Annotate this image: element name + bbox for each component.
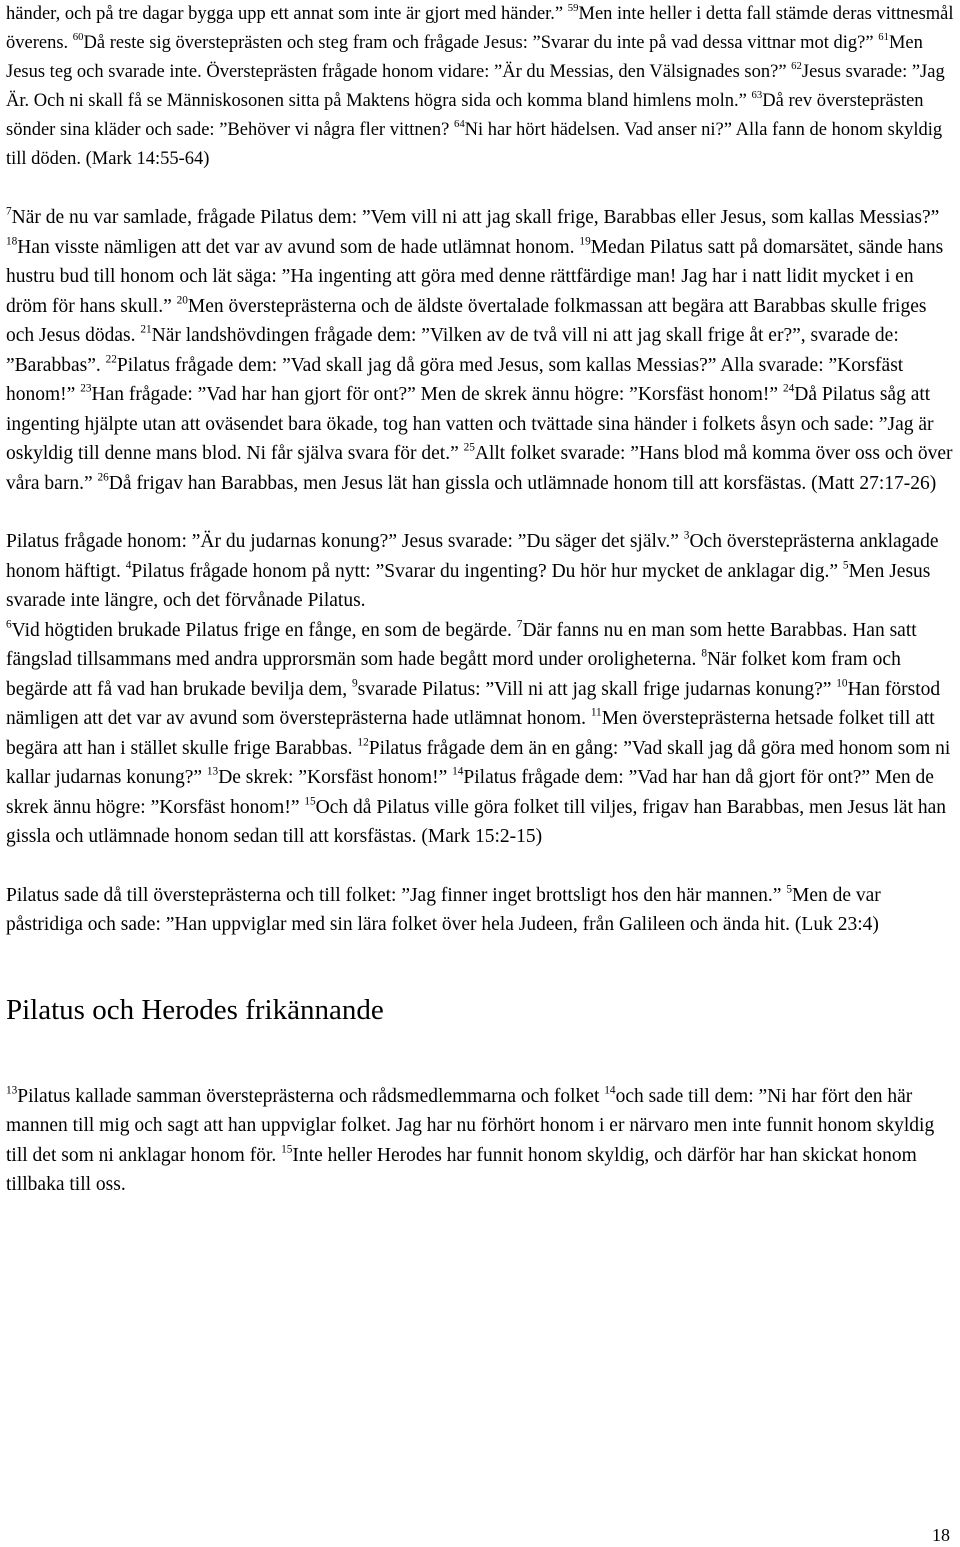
verse-segment xyxy=(72,30,879,53)
verse-number: 15 xyxy=(304,795,316,808)
verse-text: Jesus svarade: ”Jag Är. Och ni skall få se Människosonen sitta på Maktens högra sida och komma bland himlens moln.” xyxy=(6,62,945,111)
verse-text: Han förstod nämligen att det var av avund som översteprästerna hade utlämnat honom. xyxy=(6,678,941,729)
section-heading: Pilatus och Herodes frikännande xyxy=(6,993,384,1026)
passage-mark-14 xyxy=(6,0,954,174)
verse-text: Pilatus frågade honom på nytt: ”Svarar du ingenting? Du hör hur mycket de anklagar dig.” xyxy=(131,560,843,582)
verse-text: När folket kom fram och begärde att få vad han brukade bevilja dem, xyxy=(6,649,901,700)
verse-text: Medan Pilatus satt på domarsätet, sände hans hustru bud till honom och lät säga: ”Ha ingenting att göra med denne rättfärdige man! Jag har i natt lidit mycket i en dröm för hans skull.” xyxy=(6,236,944,317)
paragraph-gap xyxy=(6,174,954,203)
verse-number: 12 xyxy=(357,736,369,749)
verse-text: Och då Pilatus ville göra folket till viljes, frigav han Barabbas, men Jesus lät han gissla och utlämnade honom sedan till att korsfästas. (Mark 15:2-15) xyxy=(6,796,947,847)
verse-text: händer, och på tre dagar bygga upp ett annat som inte är gjort med händer.” xyxy=(6,4,568,24)
verse-number: 23 xyxy=(80,382,92,395)
verse-number: 14 xyxy=(604,1084,616,1097)
verse-segment xyxy=(207,767,452,788)
passage-luk-23-b xyxy=(6,1082,954,1200)
verse-number: 10 xyxy=(836,677,848,690)
verse-number: 63 xyxy=(751,88,763,101)
verse-text: Men översteprästerna och de äldste övertalade folkmassan att begära att Barabbas skulle friges och Jesus dödas. xyxy=(6,295,927,346)
verse-number: 19 xyxy=(579,235,591,248)
verse-segment xyxy=(6,237,579,258)
verse-number: 15 xyxy=(281,1143,293,1156)
verse-text: Pilatus frågade dem: ”Vad har han då gjort för ont?” Men de skrek ännu högre: ”Korsfäst honom!” xyxy=(6,767,934,818)
verse-text: och sade till dem: ”Ni har fört den här mannen till mig och sagt att han uppviglar folket. Jag har nu förhört honom i er närvaro men inte funnit honom skyldig till det som ni anklagar honom för. xyxy=(6,1085,935,1166)
verse-number: 7 xyxy=(6,205,12,218)
verse-text: Då frigav han Barabbas, men Jesus lät han gissla och utlämnade honom till att korsfästas. (Matt 27:17-26) xyxy=(108,472,937,494)
verse-number: 60 xyxy=(72,30,84,43)
verse-number: 18 xyxy=(6,235,18,248)
verse-text: De skrek: ”Korsfäst honom!” xyxy=(218,767,453,788)
verse-text: Han visste nämligen att det var av avund som de hade utlämnat honom. xyxy=(17,236,580,258)
verse-number: 4 xyxy=(125,559,132,572)
verse-number: 24 xyxy=(782,382,795,395)
verse-segment xyxy=(126,561,843,582)
verse-text: När landshövdingen frågade dem: ”Vilken av de två vill ni att jag skall frige åt er?”, svarade de: ”Barabbas”. xyxy=(6,325,899,376)
verse-text: Men Jesus svarade inte längre, och det förvånade Pilatus. xyxy=(6,560,931,611)
paragraph-gap xyxy=(6,852,954,881)
verse-segment xyxy=(352,679,836,700)
verse-text: Pilatus frågade honom: ”Är du judarnas konung?” Jesus svarade: ”Du säger det själv.” xyxy=(6,531,684,552)
verse-number: 21 xyxy=(140,323,152,336)
verse-text: Men Jesus teg och svarade inte. Översteprästen frågade honom vidare: ”Är du Messias, den Välsignades son?” xyxy=(6,33,923,82)
verse-segment xyxy=(6,1086,604,1107)
verse-number: 20 xyxy=(176,294,188,307)
verse-number: 59 xyxy=(567,1,579,14)
verse-number: 61 xyxy=(878,30,889,43)
verse-number: 9 xyxy=(351,677,358,690)
verse-number: 26 xyxy=(97,471,109,484)
verse-text: Allt folket svarade: ”Hans blod må komma över oss och över våra barn.” xyxy=(6,443,953,494)
verse-number: 64 xyxy=(453,117,465,130)
page-number: 18 xyxy=(932,1525,950,1545)
verse-text: Han frågade: ”Vad har han gjort för ont?” Men de skrek ännu högre: ”Korsfäst honom!” xyxy=(91,384,783,405)
verse-text: Men översteprästerna hetsade folket till att begära att han i stället skulle frige Barabbas. xyxy=(6,708,935,759)
verse-number: 22 xyxy=(105,353,117,366)
verse-number: 11 xyxy=(590,706,602,719)
verse-text: Pilatus frågade dem än en gång: ”Vad skall jag då göra med honom som ni kallar judarnas konung?” xyxy=(6,737,951,788)
verse-number: 5 xyxy=(842,559,849,572)
verse-number: 62 xyxy=(791,59,802,72)
verse-number: 5 xyxy=(786,883,792,896)
verse-text: Då rev översteprästen sönder sina kläder och sade: ”Behöver vi några fler vittnen? xyxy=(6,91,924,140)
verse-number: 25 xyxy=(463,441,475,454)
verse-segment xyxy=(6,531,684,552)
verse-number: 6 xyxy=(6,618,12,631)
paragraph-gap xyxy=(6,1028,954,1082)
verse-segment xyxy=(6,620,517,641)
passage-matt-27 xyxy=(6,203,954,498)
verse-text: Men de var påstridiga och sade: ”Han uppviglar med sin lära folket över hela Judeen, från Galileen och ända hit. (Luk 23:4) xyxy=(6,884,881,935)
passage-mark-15-intro xyxy=(6,527,954,616)
verse-number: 3 xyxy=(683,529,690,542)
verse-text: Då reste sig översteprästen och steg fram och frågade Jesus: ”Svarar du inte på vad dessa vittnar mot dig?” xyxy=(83,33,879,53)
paragraph-gap xyxy=(6,498,954,527)
verse-segment xyxy=(97,473,936,494)
verse-text: Men inte heller i detta fall stämde deras vittnesmål överens. xyxy=(6,4,954,53)
verse-text: Då Pilatus såg att ingenting hjälpte utan att oväsendet bara ökade, tog han vatten och tvättade sina händer i folkets åsyn och sade: ”Jag är oskyldig till denne mans blod. Ni får själva svara för det.” xyxy=(6,384,934,464)
verse-text: När de nu var samlade, frågade Pilatus dem: ”Vem vill ni att jag skall frige, Barabbas eller Jesus, som kallas Messias?” xyxy=(11,207,940,228)
verse-number: 13 xyxy=(206,765,219,778)
verse-segment xyxy=(6,207,939,228)
passage-mark-15 xyxy=(6,616,954,852)
document-page xyxy=(6,0,954,1200)
verse-segment xyxy=(80,384,783,405)
verse-text: Pilatus frågade dem: ”Vad skall jag då göra med Jesus, som kallas Messias?” Alla svarade: ”Korsfäst honom!” xyxy=(6,354,904,405)
verse-text: Pilatus sade då till översteprästerna och till folket: ”Jag finner inget brottsligt hos den här mannen.” xyxy=(6,884,787,906)
paragraph-gap xyxy=(6,940,954,992)
passage-luk-23 xyxy=(6,881,954,940)
verse-segment xyxy=(6,4,568,24)
verse-number: 14 xyxy=(452,765,464,778)
verse-text: Vid högtiden brukade Pilatus frige en fånge, en som de begärde. xyxy=(11,619,517,641)
verse-text: Inte heller Herodes har funnit honom skyldig, och därför har han skickat honom tillbaka till oss. xyxy=(6,1144,917,1195)
verse-number: 7 xyxy=(516,618,523,631)
verse-segment xyxy=(6,885,786,906)
verse-number: 8 xyxy=(701,647,707,660)
verse-number: 13 xyxy=(6,1084,18,1097)
verse-text: Pilatus kallade samman översteprästerna och rådsmedlemmarna och folket xyxy=(17,1085,605,1107)
verse-text: Ni har hört hädelsen. Vad anser ni?” Alla fann de honom skyldig till döden. (Mark 14:55-64) xyxy=(6,120,943,169)
verse-text: Och översteprästerna anklagade honom häftigt. xyxy=(6,531,939,582)
verse-text: Där fanns nu en man som hette Barabbas. Han satt fängslad tillsammans med andra upprorsmän som hade begått mord under oroligheterna. xyxy=(6,619,917,670)
verse-text: svarade Pilatus: ”Vill ni att jag skall frige judarnas konung?” xyxy=(357,678,837,700)
